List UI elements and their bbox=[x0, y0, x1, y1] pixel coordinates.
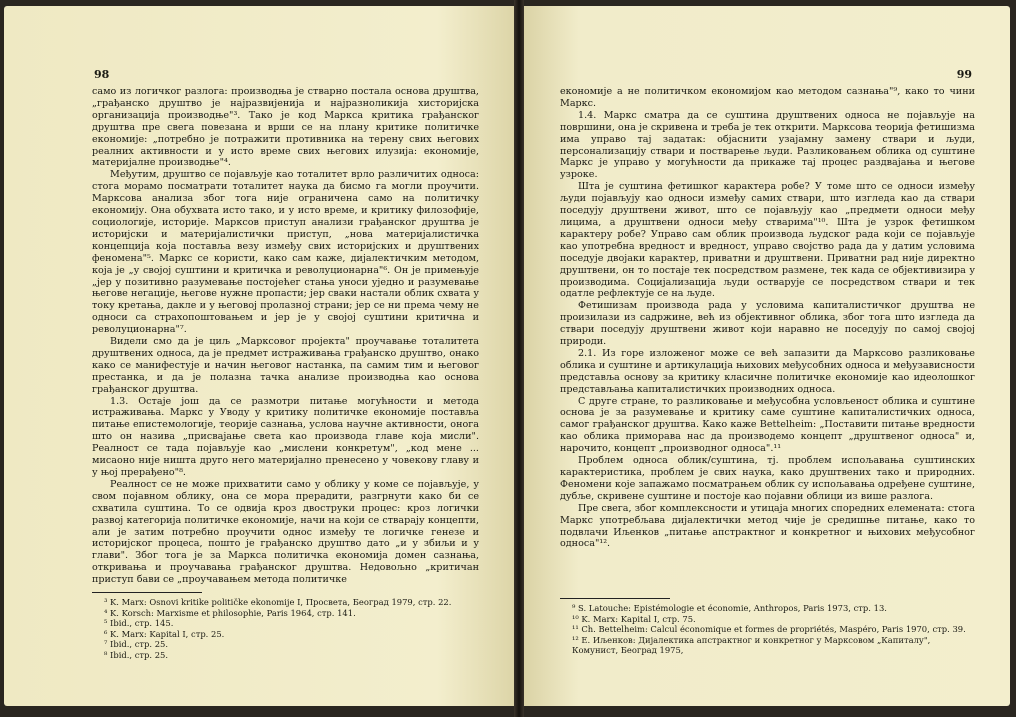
footnote: ⁵ Ibid., стр. 145. bbox=[104, 618, 174, 629]
paragraph: економије а не политичком економијом као методом сазнања"⁹, како то чини Маркс. bbox=[560, 86, 975, 109]
paragraph: 2.1. Из горе изложеног може се већ запазити да Марксово разликовање облика и суштине и артикулација њихових међусобних односа и међузависности представља основу за критику класичне политичке економије као идеолошког представљања капиталистичких производних односа. bbox=[560, 347, 975, 395]
footnote: ³ K. Marx: Osnovi kritike političke ekonomije I, Просвета, Београд 1979, стр. 22. bbox=[104, 597, 452, 607]
page-number-right: 99 bbox=[956, 68, 972, 81]
book-gutter bbox=[514, 0, 524, 717]
paragraph: Шта је суштина фетишког карактера робе? У томе што се односи између људи појављују као односи између самих ствари, што изгледа као да ствари поседују друштвени живот, што се појављују као „предмети односи међу лицима, а друштвени односи међу стварима"¹⁰. Шта је узрок фетишком карактеру робе? Управо сам облик производа људског рада који се појављује као употребна вредност и вредност, управо својство рада да у датим условима поседује двојаки карактер, приватни и друштвени. Приватни рад није директно друштвени, он то постаје тек посредством размене, тек када се објективизира у производима. Социјализација људи остварује се посредством ствари и тек одатле рефлектује се на људе. bbox=[560, 181, 975, 300]
paragraph: Пре свега, због комплексности и утицаја многих споредних елемената: стога Маркс употребљава дијалектички метод чије је средишње питање, како то подвлачи Иљенков „питање апстрактног и конкретног и њихових међусобног односа"¹². bbox=[560, 502, 975, 550]
paragraph: 1.3. Остаје још да се размотри питање могућности и метода истраживања. Маркс у Уводу у критику политичке економије поставља питање епистемологије, теорије сазнања, услова научне активности, онога што он назива „присвајање света као производа главе која мисли". Реалност се тада појављује као „мислени конкретум", „код мене ... мисаоно није ништа друго него материјално пренесено у човекову главу и у њој прерађено"⁸. bbox=[92, 395, 479, 478]
footnote: ¹⁰ K. Marx: Kapital I, стр. 75. bbox=[572, 613, 696, 624]
paragraph: Међутим, друштво се појављује као тоталитет врло различитих односа: стога морамо посматрати тоталитет наука да бисмо га могли проучити. Марксова анализа због тога није ограничена само на политичку економију. Она обухвата исто тако, и у исто време, и критику филозофије, социологије, историје. Марксов приступ анализи грађанског друштва је историјски и материјалистички приступ, „нова материјалистичка концепција која поставља везу између свих историјских и друштвених феномена"⁵. Маркс се користи, како сам каже, дијалектичким методом, која је „у својој суштини и критичка и револуционарна"⁶. Он је примењује „јер у позитивно разумевање постојећег стања уноси уједно и разумевање његове негације, његове нужне пропасти; јер сваки настали облик схвата у току кретања, дакле и у његовој пролазној страни; јер се ни према чему не односи са страхопоштовањем и јер је у својој суштини критична и револуционарна"⁷. bbox=[92, 169, 479, 336]
footnote: ¹² Е. Иљенков: Дијалектика апстрактног и конкретног у Марксовом „Капиталу", Комунист, Београд 1975, bbox=[572, 634, 931, 656]
footnote: ⁶ K. Marx: Kapital I, стр. 25. bbox=[104, 628, 225, 639]
paragraph: С друге стране, то разликовање и међусобна условљеност облика и суштине основа је за разумевање и критику саме суштине капиталистичких односа, самог грађанског друштва. Како каже Bettelheim: „Поставити питање вредности као облика приморава нас да производемо концепт „друштвеног односа" и, нарочито, концепт „производног односа".¹¹ bbox=[560, 395, 975, 455]
left-page bbox=[4, 6, 514, 706]
footnote: ¹¹ Ch. Bettelheim: Calcul économique et formes de propriétés, Maspéro, Paris 1970, стр. 39. bbox=[572, 624, 966, 635]
right-body-text bbox=[560, 86, 975, 550]
footnote: ⁴ K. Korsch: Marxisme et philosophie, Paris 1964, стр. 141. bbox=[104, 607, 356, 618]
left-body-text bbox=[92, 86, 479, 586]
paragraph: Реалност се не може прихватити само у облику у коме се појављује, у свом појавном облику, она се мора прерадити, разгрнути како би се схватила суштина. То се одвија кроз двоструки процес: кроз логички развој категорија политичке економије, начи на који се стварају концепти, али је затим потребно проучити однос између те логичке генезе и историјског процеса, пошто је грађанско друштво дато „и у збиљи и у глави". Због тога је за Маркса политичка економија домен сазнања, откривања и проучавања грађанског друштва. Недовољно „критичан приступ бави се „проучавањем метода политичке bbox=[92, 478, 479, 586]
page-number-left: 98 bbox=[94, 68, 110, 81]
paragraph: Видели смо да је циљ „Марксовог пројекта" проучавање тоталитета друштвених односа, да је предмет истраживања грађанско друштво, онако како се манифестује и начин његовог настанка, па самим тим и његовог престанка, и да је полазна тачка анализе производња као основа грађанског друштва. bbox=[92, 336, 479, 395]
paragraph: Проблем односа облик/суштина, тј. проблем испољавања суштинских карактеристика, проблем је свих наука, како друштвених тако и природних. Феномени које запажамо посматрањем облик су испољавања одређене суштине, дубље, скривене суштине и постоје као појавни облици из више разлога. bbox=[560, 455, 975, 502]
paragraph: само из логичког разлога: производња је стварно постала основа друштва, „грађанско друштво је најразвијенија и најразноликија хисторијска организација производње"³. Тако је код Маркса критика грађанског друштва пре свега повезана и врши се на плану критике политичке економије: „потребно је потражити противника на терену свих његових реалних активности и у исто време свих његових илузија: економије, материјалне производње"⁴. bbox=[92, 86, 479, 169]
footnote: ⁸ Ibid., стр. 25. bbox=[104, 649, 169, 660]
left-footnotes bbox=[92, 597, 479, 661]
paragraph: Фетишизам производа рада у условима капиталистичког друштва не произилази из садржине, већ из објективног облика, због тога што изгледа да ствари поседују друштвени живот који наравно не поседују по самој својој природи. bbox=[560, 300, 975, 348]
right-footnotes bbox=[560, 603, 975, 656]
right-page bbox=[520, 6, 1010, 706]
footnote: ⁹ S. Latouche: Epistémologie et économie, Anthropos, Paris 1973, стр. 13. bbox=[572, 603, 887, 613]
footnote: ⁷ Ibid., стр. 25. bbox=[104, 639, 169, 650]
footnote-divider bbox=[92, 592, 202, 593]
footnote-divider bbox=[560, 598, 670, 599]
paragraph: 1.4. Маркс сматра да се суштина друштвених односа не појављује на површини, она је скривена и треба је тек открити. Марксова теорија фетишизма има управо тај задатак: објаснити узајамну замену ствари и људи, персонализацију ствари и постварење људи. Разликовањем облика од суштине Маркс је управо у могућности да прикаже тај процес раздвајања и његове узроке. bbox=[560, 109, 975, 181]
